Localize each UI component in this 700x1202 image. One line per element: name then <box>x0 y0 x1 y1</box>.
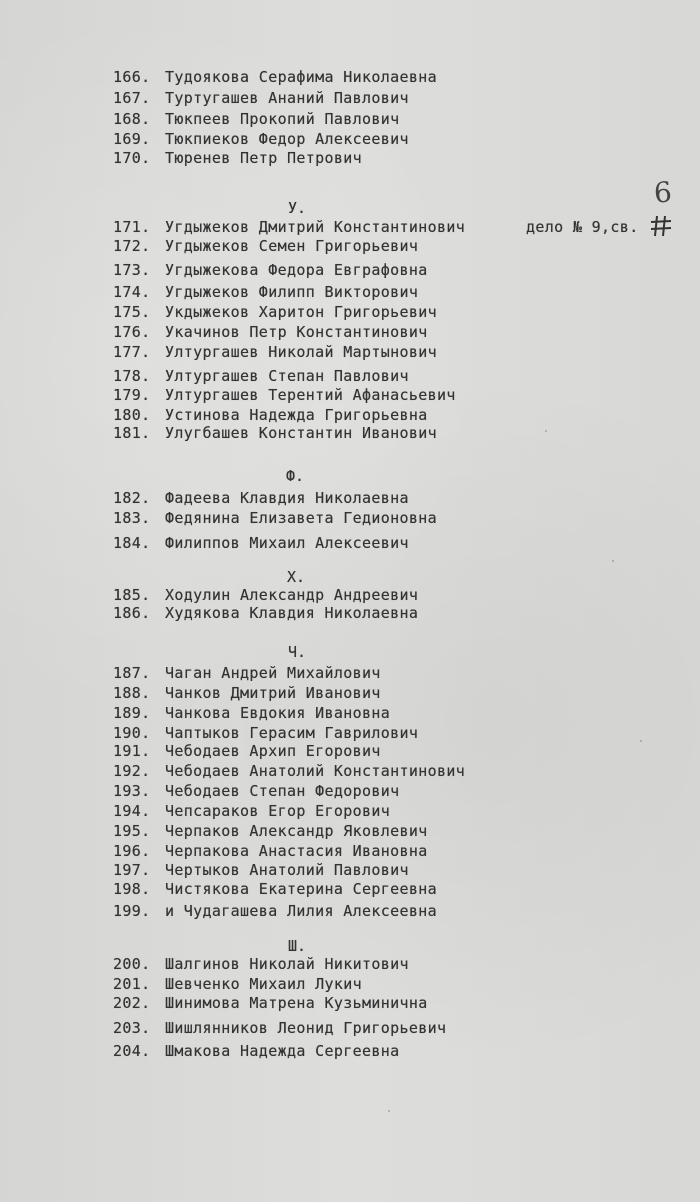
entry-name: Шевченко Михаил Лукич <box>165 975 362 993</box>
entry-name: Чаптыков Герасим Гаврилович <box>165 724 419 742</box>
entry-name: Шишлянников Леонид Григорьевич <box>165 1019 447 1037</box>
list-entry <box>113 367 409 385</box>
entry-name: Чанков Дмитрий Иванович <box>165 684 381 702</box>
entry-number: 196. <box>113 842 151 860</box>
entry-name: Чебодаев Степан Федорович <box>165 782 400 800</box>
paper-speck <box>545 430 547 432</box>
list-entry <box>113 684 381 702</box>
entry-number: 184. <box>113 534 151 552</box>
entry-name: Чебодаев Архип Егорович <box>165 742 381 760</box>
list-entry <box>113 89 409 107</box>
entry-number: 197. <box>113 861 151 879</box>
entry-name: Устинова Надежда Григорьевна <box>165 406 428 424</box>
entry-name: Ултургашев Степан Павлович <box>165 367 409 385</box>
entry-number: 176. <box>113 323 151 341</box>
entry-name: Черпаков Александр Яковлевич <box>165 822 428 840</box>
handwritten-hash-mark <box>649 214 673 238</box>
paper-speck <box>612 560 614 562</box>
list-entry <box>113 509 437 527</box>
entry-number: 195. <box>113 822 151 840</box>
entry-number: 194. <box>113 802 151 820</box>
paper-speck <box>388 1110 390 1112</box>
entry-number: 172. <box>113 237 151 255</box>
list-entry <box>113 261 428 279</box>
section-heading-u: У. <box>288 199 307 217</box>
entry-name: Чебодаев Анатолий Константинович <box>165 762 466 780</box>
entry-number: 183. <box>113 509 151 527</box>
list-entry <box>113 604 418 622</box>
entry-name: Шмакова Надежда Сергеевна <box>165 1042 400 1060</box>
paper-speck <box>640 740 642 742</box>
entry-number: 179. <box>113 386 151 404</box>
list-entry <box>113 489 409 507</box>
list-entry <box>113 1019 446 1037</box>
list-entry <box>113 861 409 879</box>
entry-number: 190. <box>113 724 151 742</box>
list-entry <box>113 994 428 1012</box>
entry-name: Чертыков Анатолий Павлович <box>165 861 409 879</box>
list-entry <box>113 975 362 993</box>
list-entry <box>113 303 437 321</box>
entry-name: Угдыжеков Дмитрий Константинович <box>165 218 466 236</box>
entry-number: 178. <box>113 367 151 385</box>
list-entry <box>113 842 428 860</box>
entry-number: 192. <box>113 762 151 780</box>
entry-name: Угдыжекова Федора Евграфовна <box>165 261 428 279</box>
list-entry <box>113 586 418 604</box>
entry-number: 191. <box>113 742 151 760</box>
list-entry <box>113 902 437 920</box>
entry-name: Шалгинов Николай Никитович <box>165 955 409 973</box>
entry-name: Чепсараков Егор Егорович <box>165 802 391 820</box>
entry-name: Чистякова Екатерина Сергеевна <box>165 880 438 898</box>
entry-name: Тюренев Петр Петрович <box>165 149 362 167</box>
entry-number: 198. <box>113 880 151 898</box>
entry-name: Чанкова Евдокия Ивановна <box>165 704 391 722</box>
entry-number: 204. <box>113 1042 151 1060</box>
list-entry <box>113 664 381 682</box>
entry-name: Ултургашев Терентий Афанасьевич <box>165 386 456 404</box>
list-entry <box>113 802 390 820</box>
entry-number: 174. <box>113 283 151 301</box>
entry-number: 203. <box>113 1019 151 1037</box>
entry-name: Федянина Елизавета Гедионовна <box>165 509 438 527</box>
entry-number: 168. <box>113 110 151 128</box>
section-heading-ch: Ч. <box>288 643 307 661</box>
section-heading-kh: Х. <box>287 568 306 586</box>
entry-number: 193. <box>113 782 151 800</box>
list-entry <box>113 724 418 742</box>
list-entry <box>113 955 409 973</box>
entry-name: Угдыжеков Филипп Викторович <box>165 283 419 301</box>
list-entry <box>113 283 418 301</box>
entry-name: и Чудагашева Лилия Алексеевна <box>165 902 438 920</box>
entry-number: 202. <box>113 994 151 1012</box>
list-entry <box>113 822 428 840</box>
entry-number: 166. <box>113 68 151 86</box>
list-entry <box>113 782 400 800</box>
entry-name: Черпакова Анастасия Ивановна <box>165 842 428 860</box>
entry-name: Худякова Клавдия Николаевна <box>165 604 419 622</box>
list-entry <box>113 1042 400 1060</box>
entry-number: 187. <box>113 664 151 682</box>
entry-number: 200. <box>113 955 151 973</box>
list-entry <box>113 343 437 361</box>
entry-number: 201. <box>113 975 151 993</box>
entry-number: 177. <box>113 343 151 361</box>
list-entry <box>113 424 437 442</box>
entry-number: 186. <box>113 604 151 622</box>
list-entry <box>113 386 456 404</box>
list-entry <box>113 110 400 128</box>
handwritten-page-number: 6 <box>652 175 673 210</box>
entry-name: Укдыжеков Харитон Григорьевич <box>165 303 438 321</box>
entry-number: 169. <box>113 130 151 148</box>
list-entry <box>113 704 390 722</box>
entry-number: 167. <box>113 89 151 107</box>
entry-name: Ходулин Александр Андреевич <box>165 586 419 604</box>
entry-name: Фадеева Клавдия Николаевна <box>165 489 409 507</box>
entry-number: 185. <box>113 586 151 604</box>
list-entry <box>113 237 418 255</box>
list-entry <box>113 742 381 760</box>
entry-number: 170. <box>113 149 151 167</box>
entry-number: 199. <box>113 902 151 920</box>
entry-number: 188. <box>113 684 151 702</box>
entry-number: 181. <box>113 424 151 442</box>
entry-name: Туртугашев Ананий Павлович <box>165 89 409 107</box>
entry-number: 171. <box>113 218 151 236</box>
entry-name: Улугбашев Константин Иванович <box>165 424 438 442</box>
list-entry <box>113 880 437 898</box>
list-entry <box>113 323 428 341</box>
section-heading-sh: Ш. <box>288 937 307 955</box>
list-entry <box>113 218 465 236</box>
entry-name: Тудоякова Серафима Николаевна <box>165 68 438 86</box>
list-entry <box>113 149 362 167</box>
entry-number: 189. <box>113 704 151 722</box>
list-entry <box>113 68 437 86</box>
entry-name: Чаган Андрей Михайлович <box>165 664 381 682</box>
entry-name: Угдыжеков Семен Григорьевич <box>165 237 419 255</box>
list-entry <box>113 406 428 424</box>
entry-number: 175. <box>113 303 151 321</box>
list-entry <box>113 130 409 148</box>
list-entry <box>113 534 409 552</box>
entry-name: Шинимова Матрена Кузьминична <box>165 994 428 1012</box>
entry-name: Филиппов Михаил Алексеевич <box>165 534 409 552</box>
list-entry <box>113 762 465 780</box>
entry-name: Тюкпиеков Федор Алексеевич <box>165 130 409 148</box>
entry-number: 182. <box>113 489 151 507</box>
case-note: дело № 9,св. <box>526 218 639 236</box>
entry-name: Ултургашев Николай Мартынович <box>165 343 438 361</box>
section-heading-f: Ф. <box>286 467 305 485</box>
entry-name: Укачинов Петр Константинович <box>165 323 428 341</box>
entry-name: Тюкпеев Прокопий Павлович <box>165 110 400 128</box>
entry-number: 173. <box>113 261 151 279</box>
entry-number: 180. <box>113 406 151 424</box>
